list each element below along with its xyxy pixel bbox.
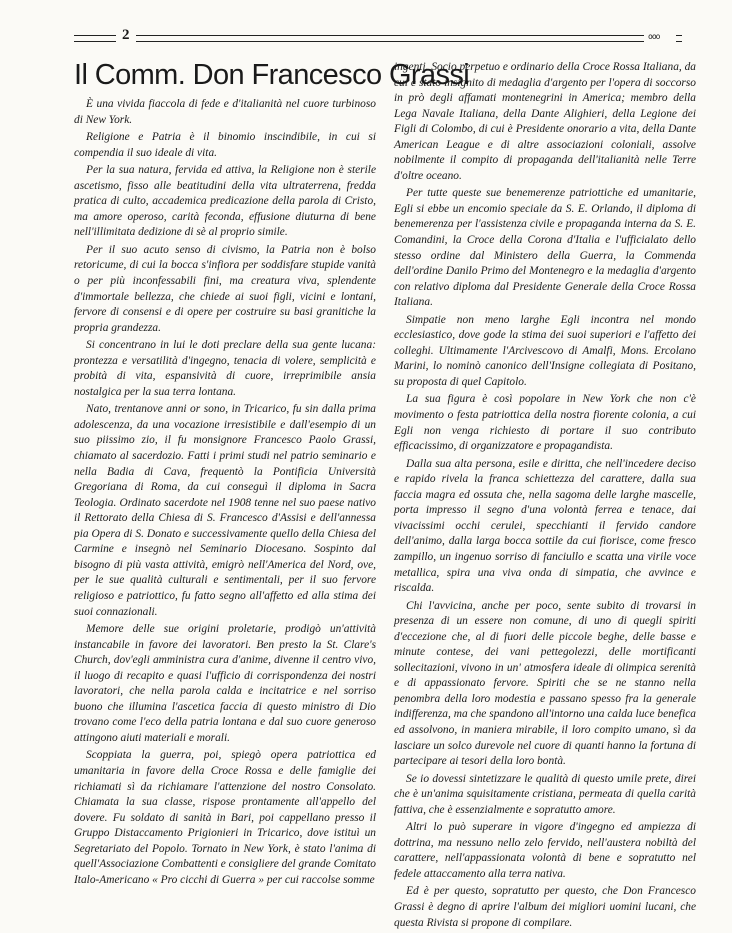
paragraph: Per tutte queste sue benemerenze patriottiche ed umanitarie, Egli si ebbe un encomio speciale da S. E. Orlando, il diploma di benemerenza per l'assistenza civile e propaganda interna da S. E. Comandini, la Croce della Corona d'Italia e l'ufficialato dello stesso ordine dal Ministero della Guerra, la Commenda dell'ordine Danilo Primo del Montenegro e la medaglia d'argento con relativo diploma dal Presidente Generale della Croce Rossa Italiana. — [394, 187, 696, 309]
paragraph-continued: ingenti. Socio perpetuo e ordinario della Croce Rossa Italiana, da cui è stato insignito di medaglia d'argento per l'opera di soccorso in prò degli affamati montenegrini in America; membro della Lega Navale Italiana, della Dante Alighieri, della Legione dei Figli di Colombo, di cui è Presidente onorario a vita, della Dante American League e di altre associazioni coloniali, assolve nobilmente il compito di propaganda dell'italianità nelle Terre d'oltre oceano. — [394, 61, 696, 182]
left-column — [74, 58, 470, 890]
paragraph: Memore delle sue origini proletarie, prodigò un'attività instancabile in favore dei lavoratori. Ben presto la St. Clare's Church, dov'egli amministra cura d'anime, divenne il centro vivo, il luogo di recapito e quasi l'ufficio di corrispondenza dei nostri lavoratori, che nella parola calda e incitatrice e nel sorriso buono che illumina l'ascetica faccia di questo ministro di Dio trovano come l'eco della patria lontana e dal suo cuore generoso attingono aiuti materiali e morali. — [74, 623, 376, 744]
header-rule-left — [74, 35, 116, 42]
paragraph: Ed è per questo, sopratutto per questo, che Don Francesco Grassi è degno di aprire l'album dei migliori uomini lucani, che questa Rivista si propone di compilare. — [394, 885, 696, 929]
paragraph: Religione e Patria è il binomio inscindibile, in cui si compendia il suo ideale di vita. — [74, 131, 376, 159]
paragraph: Per il suo acuto senso di civismo, la Patria non è bolso retoricume, di cui la bocca s'infiora per soddisfare stupide vanità o per più inconfessabili fini, ma creatura viva, splendente d'immortale bellezza, che chiede ai suoi figli, vicini e lontani, fervore di consensi e di opere per costruire su basi granitiche la propria grandezza. — [74, 243, 376, 334]
page-header — [74, 27, 682, 44]
paragraph: Per la sua natura, fervida ed attiva, la Religione non è sterile ascetismo, fisso alle beatitudini della vita ultraterrena, fredda pratica di culto, accademica predicazione della parola di Cristo, ma amore operoso, carità feconda, effusione diuturna di bene nell'illimitata dedizione di sè al proprio simile. — [74, 164, 376, 239]
paragraph: Chi l'avvicina, anche per poco, sente subito di trovarsi in presenza di un essere non comune, di uno di quegli spiriti d'eccezione che, al di fuori delle piccole beghe, delle basse e minute contese, dei vani pettegolezzi, delle mortificanti sollecitazioni, vivono in un' atmosfera ideale di olimpica serenità e di appassionato fervore. Spiriti che se ne stanno nella penombra della loro modestia e passano spesso fra la generale indifferenza, ma che spandono all'intorno una calda luce benefica ed assolvono, in maniera mirabile, il loro compito umano, sì da lasciare un solco durevole nel cuore di quanti hanno la fortuna di partecipare ai tesori della loro bontà. — [394, 599, 696, 768]
article-title: Il Comm. Don Francesco Grassi — [74, 59, 470, 91]
paragraph: Simpatie non meno larghe Egli incontra nel mondo ecclesiastico, dove gode la stima dei suoi superiori e l'affetto dei colleghi. Ultimamente l'Arcivescovo di Amalfi, Mons. Ercolano Marini, lo nominò canonico dell'Insigne collegiata di Positano, su proposta di quel Capitolo. — [394, 313, 696, 388]
header-ornament: ooo — [648, 32, 660, 41]
header-rule-main — [136, 35, 644, 42]
paragraph: Scoppiata la guerra, poi, spiegò opera patriottica ed umanitaria in favore della Croce Rossa e delle famiglie dei richiamati sì da richiamare l'attenzione del nostro Consolato. Chiamata la sua classe, rispose prontamente all'appello del dovere. Fu soldato di sanità in Bari, poi cappellano presso il Gruppo Distaccamento Prigionieri in Tricarico, dove istituì un Segretariato del Popolo. Tornato in New York, è stato l'anima di quell'Associazione Combattenti e consigliere del grande Comitato Italo-Americano « Pro cicchi di Guerra » per cui raccolse somme — [74, 749, 376, 886]
header-rule-end — [676, 35, 682, 42]
paragraph: La sua figura è così popolare in New York che non c'è movimento o festa patriottica della nostra fiorente colonia, a cui Egli non venga richiesto di portare il suo contributo efficacissimo, di organizzatore e propagandista. — [394, 393, 696, 453]
paragraph: Nato, trentanove anni or sono, in Tricarico, fu sin dalla prima adolescenza, da una vocazione irresistibile e dall'esempio di un suo piissimo zio, il fu monsignore Francesco Paolo Grassi, chiamato al sacerdozio. Fatti i primi studi nel patrio seminario e nella Badia di Cava, frequentò la Pontificia Università Gregoriana di Roma, da cui conseguì il diploma in Sacra Teologia. Ordinato sacerdote nel 1908 tenne nel suo paese nativo il Rettorato della Chiesa di S. Francesco d'Assisi e dell'annessa pia Opera di S. Donato e successivamente quello della Chiesa del Carmine e insegnò nel Seminario Diocesano. Sospinto dal bisogno di più vasta attività, emigrò nell'America del Nord, ove, per le sue qualità culturali e sentimentali, per il suo fervore religioso e patriottico, fu fatto segno all'affetto ed alla stima dei suoi connazionali. — [74, 403, 376, 618]
paragraph: Se io dovessi sintetizzare le qualità di questo umile prete, direi che è un'anima squisitamente cristiana, permeata di quella carità fattiva, che è essenzialmente e sopratutto amore. — [394, 772, 696, 816]
paragraph: È una vivida fiaccola di fede e d'italianità nel cuore turbinoso di New York. — [74, 98, 376, 126]
right-column — [394, 60, 696, 933]
page-number: 2 — [122, 27, 130, 43]
paragraph: Dalla sua alta persona, esile e diritta, che nell'incedere deciso e rapido rivela la franca schiettezza del carattere, dalla sua faccia magra ed ossuta che, nella sagoma delle larghe mascelle, porta impresso il segno d'una volontà ferrea e tenace, dai vivacissimi occhi cerulei, specchianti il fervido candore dell'animo, dalla larga bocca sottile da cui fiorisce, come fresco zampillo, un ingenuo sorriso di fanciullo e scatta una virile voce metallica, spira una viva onda di simpatia, che avvince e riscalda. — [394, 457, 696, 595]
paragraph: Altri lo può superare in vigore d'ingegno ed ampiezza di dottrina, ma nessuno nello zelo fervido, nell'austera nobiltà del carattere, nell'appassionata volontà di bene e sopratutto nel fedele attaccamento alla terra nativa. — [394, 821, 696, 880]
paragraph: Si concentrano in lui le doti preclare della sua gente lucana: prontezza e versatilità d'ingegno, tenacia di volere, semplicità e probità di vita, espansività di cuore, irreprimibile ansia nostalgica per la sua terra lontana. — [74, 339, 376, 398]
